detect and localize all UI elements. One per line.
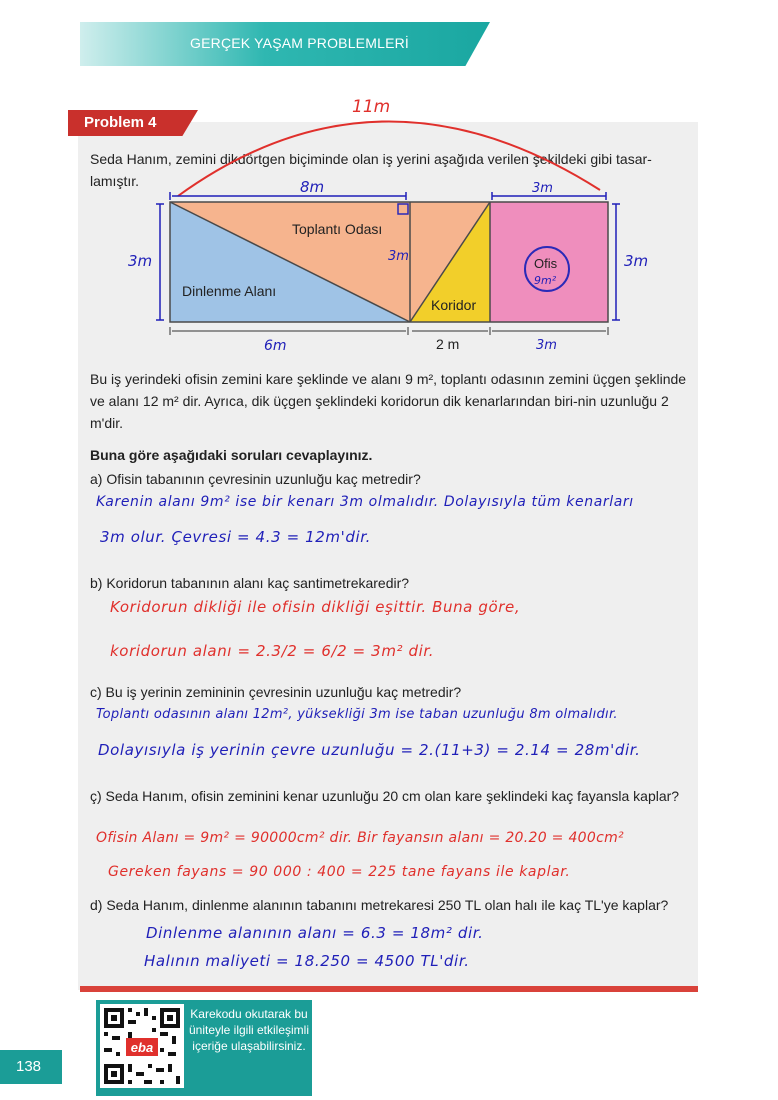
question-a: a) Ofisin tabanının çevresinin uzunluğu kaç metredir? <box>90 471 421 487</box>
answer-a-line1: Karenin alanı 9m² ise bir kenarı 3m olmalıdır. Dolayısıyla tüm kenarları <box>96 494 634 510</box>
chapter-title: GERÇEK YAŞAM PROBLEMLERİ <box>190 35 410 51</box>
problem-prompt: Buna göre aşağıdaki soruları cevaplayınız. <box>90 447 373 463</box>
left-side-length: 3m <box>128 252 153 270</box>
problem-tag-label: Problem 4 <box>84 114 157 131</box>
corridor-label: Koridor <box>431 297 477 313</box>
answer-a-line2: 3m olur. Çevresi = 4.3 = 12m'dir. <box>100 528 371 546</box>
problem-info: Bu iş yerindeki ofisin zemini kare şeklinde ve alanı 9 m², toplantı odasının zemini üçgen şeklinde ve alanı 12 m² dir. Ayrıca, dik üçgen şeklindeki koridorun dik kenarlarından biri-nin uzunluğu 2 m'dir. <box>90 371 687 431</box>
question-c: c) Bu iş yerinin zemininin çevresinin uzunluğu kaç metredir? <box>90 684 462 700</box>
answer-c-cedilla-line2: Gereken fayans = 90 000 : 400 = 225 tane fayans ile kaplar. <box>108 864 571 880</box>
top-left-length: 8m <box>300 178 325 196</box>
eba-logo: eba <box>130 1040 154 1055</box>
question-d: d) Seda Hanım, dinlenme alanının tabanını metrekaresi 250 TL olan halı ile kaç TL'ye kaplar? <box>90 897 669 913</box>
top-right-length: 3m <box>532 181 553 196</box>
total-length-label: 11m <box>352 97 391 117</box>
page-number: 138 <box>16 1058 42 1075</box>
answer-c-cedilla-line1: Ofisin Alanı = 9m² = 90000cm² dir. Bir fayansın alanı = 20.20 = 400cm² <box>96 830 624 846</box>
floor-plan-diagram <box>0 0 778 380</box>
office-area-value: 9m² <box>534 274 557 287</box>
right-side-length: 3m <box>624 252 649 270</box>
qr-description: Karekodu okutarak bu üniteyle ilgili etkileşimli içeriğe ulaşabilirsiniz. <box>188 1007 310 1053</box>
corridor-base-label: 2 m <box>436 336 460 352</box>
office-label: Ofis <box>534 256 558 271</box>
answer-c-line1: Toplantı odasının alanı 12m², yüksekliği 3m ise taban uzunluğu 8m olmalıdır. <box>96 707 618 722</box>
question-c-cedilla: ç) Seda Hanım, ofisin zeminini kenar uzunluğu 20 cm olan kare şeklindeki kaç fayansla kaplar? <box>90 788 680 804</box>
answer-b-line2: koridorun alanı = 2.3/2 = 6/2 = 3m² dir. <box>110 642 435 660</box>
rest-area-label: Dinlenme Alanı <box>182 283 277 299</box>
bottom-right-length: 3m <box>536 338 557 353</box>
problem-intro: Seda Hanım, zemini dikdörtgen biçiminde olan iş yerini aşağıda verilen şekildeki gibi tasar-lamıştır. <box>90 151 652 189</box>
answer-d-line2: Halının maliyeti = 18.250 = 4500 TL'dir. <box>144 952 470 970</box>
answer-c-line2: Dolayısıyla iş yerinin çevre uzunluğu = 2.(11+3) = 2.14 = 28m'dir. <box>98 741 641 759</box>
answer-b-line1: Koridorun dikliği ile ofisin dikliği eşittir. Buna göre, <box>110 598 521 616</box>
answer-d-line1: Dinlenme alanının alanı = 6.3 = 18m² dir. <box>146 924 484 942</box>
question-b: b) Koridorun tabanının alanı kaç santimetrekaredir? <box>90 575 410 591</box>
meeting-room-label: Toplantı Odası <box>292 221 383 237</box>
bottom-left-length: 6m <box>264 338 287 354</box>
qr-code[interactable] <box>100 1004 184 1088</box>
middle-height-length: 3m <box>388 249 409 264</box>
card-bottom-rule <box>80 986 698 992</box>
